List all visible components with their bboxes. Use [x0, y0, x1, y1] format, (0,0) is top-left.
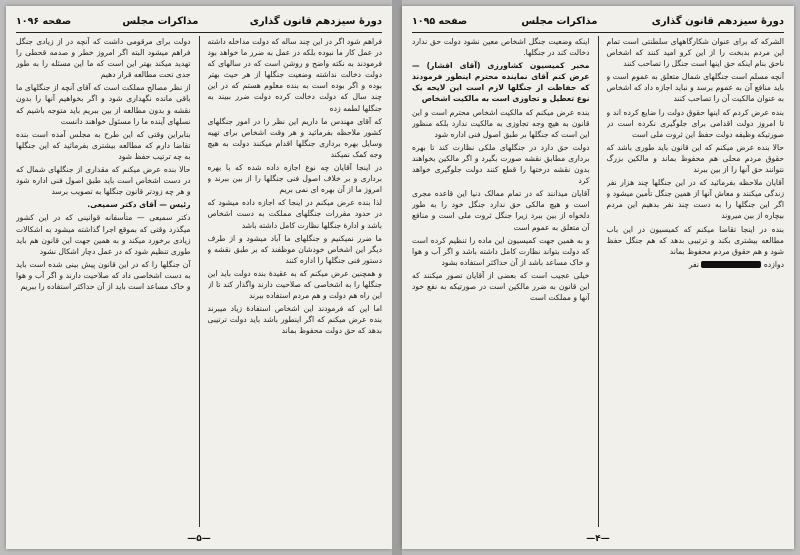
text-column-right	[208, 36, 383, 527]
paragraph: دوازده	[763, 259, 784, 269]
redaction-mark	[701, 261, 761, 268]
page-number: صفحه ۱۰۹۶	[16, 15, 72, 27]
paragraph: دولت برای مرقومی داشت که آنچه در از زیادی جنگل فراهم میشود البته اگر امروز خطر و صدمه قحطی را تهدید میکند بهتر این است که ما این مسئله را به طور جدی تحت مطالعه قرار دهیم	[16, 37, 191, 80]
page-footer: —۴—	[586, 534, 610, 544]
paragraph: ما ضرر نمیکنیم و جنگلهای ما آباد میشود و از طرف دیگر این اشخاص خودشان موظفند که بر طبق نقشه و دستور فنی جنگلها را اداره کنند	[207, 233, 382, 265]
gazette-title: مذاکرات مجلس	[122, 15, 199, 27]
text-column-right	[607, 36, 785, 527]
paragraph: از نظر مصالح مملکت است که آقای آنچه از جنگلهای ما باقی مانده نگهداری شود و اگر بخواهیم آنها را بدون نقشه و بدون مطالعه از بین ببریم باید متوجه باشیم که نسلهای آینده ما را مسئول خواهند دانست	[16, 83, 191, 126]
paragraph: حالا بنده عرض میکنم که این قانون باید طوری باشد که حقوق مردم محلی هم محفوظ بماند و مالکین بزرگ نتوانند حق آنها را از بین ببرند	[606, 142, 784, 175]
column-divider	[199, 36, 200, 527]
left-page	[6, 6, 392, 549]
page-number: صفحه ۱۰۹۵	[412, 15, 468, 27]
paragraph: فراهم شود اگر در این چند ساله که دولت مداخله داشته در عمل کار ما نبوده بلکه در عمل به ضرر ما خواهد بود فرمودند به نکته واضح و روشن است که در سالهای که دولت دخالت نداشته وضعیت جنگلها از هر حیث بهتر بوده و اگر بوده است به بنده معلوم هستم که در این چند سال که دولت دخالت کرده دولت ضرر ببیند به جنگلها لطمه زده	[207, 37, 382, 113]
paragraph: و به همین جهت کمیسیون این ماده را تنظیم کرده است که دولت بتواند نظارت کامل داشته باشد و اگر آب و هوا و خاک مساعد باشد از آن حداکثر استفاده بشود	[412, 235, 590, 267]
session-title: دورهٔ سیزدهم قانون گذاری	[249, 15, 382, 27]
right-page	[402, 6, 794, 549]
paragraph: در اینجا آقایان چه نوع اجازه داده شده که با بهره برداری و بر خلاف اصول فنی جنگلها را از بین ببرند و امروز ما از آن بهره ای نمی بریم	[207, 163, 382, 195]
paragraph: بنده عرض میکنم که مالکیت اشخاص محترم است و این قانون به هیچ وجه تجاوزی به مالکیت ندارد بلکه منظور این است که جنگلها بر طبق اصول فنی اداره شود	[412, 107, 590, 139]
paragraph: خیلی عجیب است که بعضی از آقایان تصور میکنند که این قانون به ضرر مالکین است در صورتیکه به نفع خود آنها و مملکت است	[412, 270, 590, 303]
speaker-line: مخبر کمیسیون کشاورزی (آقای افشار) — عرض کنم آقای نماینده محترم اینطور فرمودند که حفاظت از جنگلها لازم است این لایحه یک نوع تعطیل و تجاوزی است به مالکیت اشخاص	[412, 61, 590, 104]
paragraph: حالا بنده عرض میکنم که مقداری از جنگلهای شمال که در دست اشخاص است باید طبق اصول فنی اداره شود و هر چه زودتر قانون جنگلها به تصویب برسد	[16, 165, 191, 197]
paragraph: آقایان میدانند که در تمام ممالک دنیا این قاعده مجری است و هیچ مالکی حق ندارد جنگل خود را به طور دلخواه از بین ببرد زیرا جنگل ثروت ملی است و منافع آن متعلق به عموم است	[412, 189, 590, 232]
redacted-line	[607, 259, 785, 270]
paragraph: آقایان ملاحظه بفرمائید که در این جنگلها چند هزار نفر زندگی میکنند و معاش آنها از همین جنگل تأمین میشود و اگر این جنگلها را به دست چند نفر بدهیم این مردم بیچاره از بین میروند	[606, 178, 784, 221]
text-column-left	[412, 36, 590, 527]
column-divider	[598, 36, 599, 527]
paragraph: که آقای مهندس ما داریم این نظر را در امور جنگلهای کشور ملاحظه بفرمائید و هر وقت اشخاص برای تهیه وسایل بهره برداری جنگلها اقدام میکنند دولت به هیچ وجه کمک نمیکند	[207, 116, 382, 159]
session-title: دورهٔ سیزدهم قانون گذاری	[651, 15, 784, 27]
paragraph: آنچه مسلم است جنگلهای شمال متعلق به عموم است و باید منافع آن به عموم برسد و نباید اجازه داد که اشخاص به عنوان مالکیت آن را تصاحب کنند	[606, 72, 784, 104]
paragraph: اینکه وضعیت جنگل اشخاص معین نشود دولت حق ندارد دخالت کند در جنگلها.	[412, 37, 590, 58]
page-header	[412, 12, 784, 33]
text-columns	[16, 36, 382, 527]
text-columns	[412, 36, 784, 527]
gazette-title: مذاکرات مجلس	[521, 15, 598, 27]
paragraph: نفر	[688, 259, 699, 269]
page-header	[16, 12, 382, 33]
paragraph: الشرکه که برای عنوان شکارگاههای سلطنتی است تمام این مردم بدبخت را از این کرو امید کنند که اشخاص ناحق بنام اینکه حق اینها است جنگل را تصاحب کنند	[606, 37, 784, 69]
speaker-line: رئیس — آقای دکتر سمیعی.	[87, 200, 191, 210]
paragraph: بنابراین وقتی که این طرح به مجلس آمده است بنده تقاضا دارم که مطالعه بیشتری بفرمائید که این جنگلها به چه ترتیب حفظ شود	[16, 129, 191, 161]
paragraph: اما این که فرمودند این اشخاص استفادهٔ زیاد میبرند بنده عرض میکنم که اگر اینطور باشد باید دولت ترتیبی بدهد که حق دولت محفوظ بماند	[207, 304, 382, 336]
paragraph: دکتر سمیعی — متأسفانه قوانینی که در این کشور میگذرد وقتی که بموقع اجرا گذاشته میشود به اشکالات زیادی برخورد میکند و به همین جهت این قانون هم باید طوری تنظیم شود که در عمل دچار اشکال نشود	[16, 213, 191, 256]
paragraph: آن جنگلها را که در این قانون پیش بینی شده است باید به دست اشخاصی داد که صلاحیت دارند و اگر آب و هوا و خاک مساعد است باید از آن حداکثر استفاده را ببریم	[16, 259, 191, 291]
text-column-left	[16, 36, 191, 527]
paragraph: لذا بنده عرض میکنم در اینجا که اجازه داده میشود که در حدود مقررات جنگلهای مملکت به دست اشخاص باشد و ادارهٔ جنگلها نظارت کامل داشته باشد	[207, 198, 382, 230]
book-gutter	[392, 0, 402, 555]
paragraph: دولت حق دارد در جنگلهای ملکی نظارت کند تا بهره برداری مطابق نقشه صورت بگیرد و اگر مالکین بخواهند بدون نقشه درختها را قطع کنند دولت جلوگیری خواهد کرد	[412, 142, 590, 186]
paragraph: بنده در اینجا تقاضا میکنم که کمیسیون در این باب مطالعه بیشتری بکند و ترتیبی بدهد که هم جنگل حفظ شود و هم حقوق مردم محفوظ بماند	[606, 224, 784, 256]
page-footer: —۵—	[187, 534, 211, 544]
paragraph: بنده عرض کردم که اینها حقوق دولت را ضایع کرده اند و تا امروز دولت اقدامی برای جلوگیری نکرده است در صورتیکه وظیفه دولت حفظ این ثروت ملی است	[606, 107, 784, 139]
paragraph: و همچنین عرض میکنم که به عقیدهٔ بنده دولت باید این جنگلها را به اشخاصی که صلاحیت دارند واگذار کند تا از این راه هم دولت و هم مردم استفاده ببرند	[207, 268, 382, 301]
